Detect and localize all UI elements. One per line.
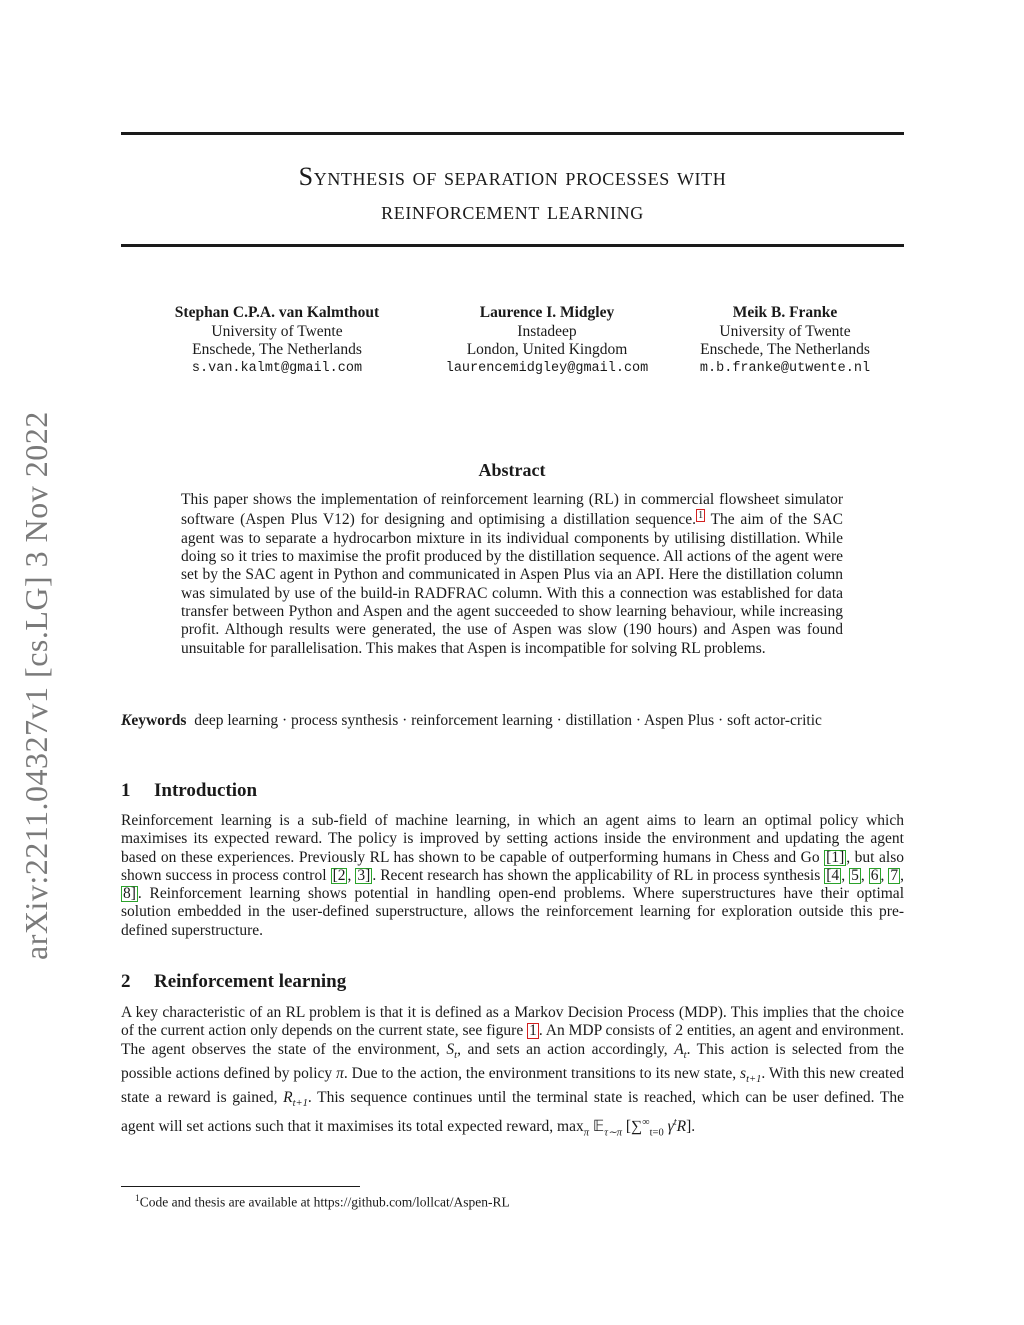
author-email[interactable]: laurencemidgley@gmail.com [445,360,649,376]
author-block [426,304,668,378]
author-name: Stephan C.P.A. van Kalmthout [174,304,380,321]
author-block [676,304,894,378]
citation-link[interactable]: 5 [851,866,859,884]
citation-link[interactable]: [1] [826,848,845,866]
arxiv-identifier: arXiv:2211.04327v1 [cs.LG] 3 Nov 2022 [18,411,54,960]
citation-link[interactable]: 7 [890,866,899,884]
author-location: Enschede, The Netherlands [700,341,870,358]
reinforcement-learning-paragraph: A key characteristic of an RL problem is that it is defined as a Markov Decision Process (MDP). This implies that the choice of the current action only depends on the current state, see figure 1 . An MDP consists of 2 entities, an agent and environment. The agent observes the state of the environment, $S_t$, and sets an action accordingly, $A_t$. This action is selected from the possible actions defined by policy π. Due to the action, the environment transitions to its new state, $s_{t+1}$. With this new created state a reward is gained, $R_{t+1}$. This sequence continues until the terminal state is reached, which can be user defined. The agent will set actions such that it maximises its total expected reward, $\max_\pi$ 𝔼$_{\tau\sim\pi}$ [$\sum^\infty_{t=0}$ $\gamma^tR$]. [121,1004,904,1139]
paper-title [121,160,904,228]
abstract-text [181,491,843,658]
title-line-2: reinforcement learning [381,196,644,225]
citation-link[interactable]: 6 [870,866,879,884]
title-line-1: Synthesis of separation processes with [298,162,727,191]
footnote-text: Code and thesis are available at https://github.com/lollcat/Aspen-RL [139,1194,510,1210]
abstract-text-part: The aim of the SAC agent was to separate a hydrocarbon mixture in its individual components by utilising distillation. While doing so it tries to maximise the profit produced by the distillation sequence. All actions of the agent were set by the SAC agent in Python and communicated in Aspen Plus via an API. Here the distillation column was simulated by use of the build-in RADFRAC column. With this a connection was established for data transfer between Python and Aspen and the agent succeeded to show learning behaviour, while increasing profit. Although results were generated, the use of Aspen was slow (190 hours) and Aspen was found unsuitable for parallelisation. This makes that Aspen is incompatible for solving RL problems. [181,511,843,657]
introduction-paragraph: Reinforcement learning is a sub-field of machine learning, in which an agent aims to learn an optimal policy which maximises its expected reward. The policy is improved by setting actions inside the environment and updating the agent based on these experiences. Previously RL has shown to be capable of outperforming humans in Chess and Go [1] , but also shown success in process control [2 , 3] . Recent research has shown the applicability of RL in process synthesis [4 , 5 , 6 , 7 , 8] . Reinforcement learning shows potential in handling open-end problems. Where superstructures have their optimal solution embedded in the user-defined superstructure, allows the reinforcement learning for exploration outside this pre-defined superstructure. [121,812,905,939]
author-affiliation: University of Twente [211,322,343,340]
keywords-label: Keywords [121,712,187,729]
title-rule-bottom [121,244,904,247]
citation-link[interactable]: 8] [123,885,136,903]
abstract-heading: Abstract [478,460,546,480]
author-name: Laurence I. Midgley [479,304,615,321]
citation-link[interactable]: [2 [332,866,346,884]
citation-link[interactable]: 3] [357,866,371,884]
author-block [136,304,418,378]
keywords [121,712,904,731]
figure-reference[interactable]: 1 [529,1022,537,1040]
citation-link[interactable]: [4 [826,866,840,884]
author-location: Enschede, The Netherlands [192,341,362,358]
section-heading-reinforcement-learning: 2 Reinforcement learning [121,971,347,992]
title-rule-top [121,132,904,135]
author-affiliation: Instadeep [517,322,577,340]
keywords-list: deep learning · process synthesis · reinforcement learning · distillation · Aspen Plus · soft actor-critic [194,712,822,729]
footnote-rule [121,1186,360,1187]
section-heading-introduction: 1 Introduction [121,780,258,801]
author-email[interactable]: s.van.kalmt@gmail.com [191,360,363,376]
abstract-text-part: This paper shows the implementation of reinforcement learning (RL) in commercial flowsheet simulator software (Aspen Plus V12) for designing and optimising a distillation sequence. [181,491,843,529]
author-location: London, United Kingdom [466,341,628,358]
author-email[interactable]: m.b.franke@utwente.nl [699,360,871,376]
footnote-reference[interactable]: 1 [698,510,704,522]
author-affiliation: University of Twente [719,322,851,340]
author-name: Meik B. Franke [732,304,838,321]
footnote: $^1$Code and thesis are available at https://github.com/lollcat/Aspen-RL [135,1194,510,1210]
